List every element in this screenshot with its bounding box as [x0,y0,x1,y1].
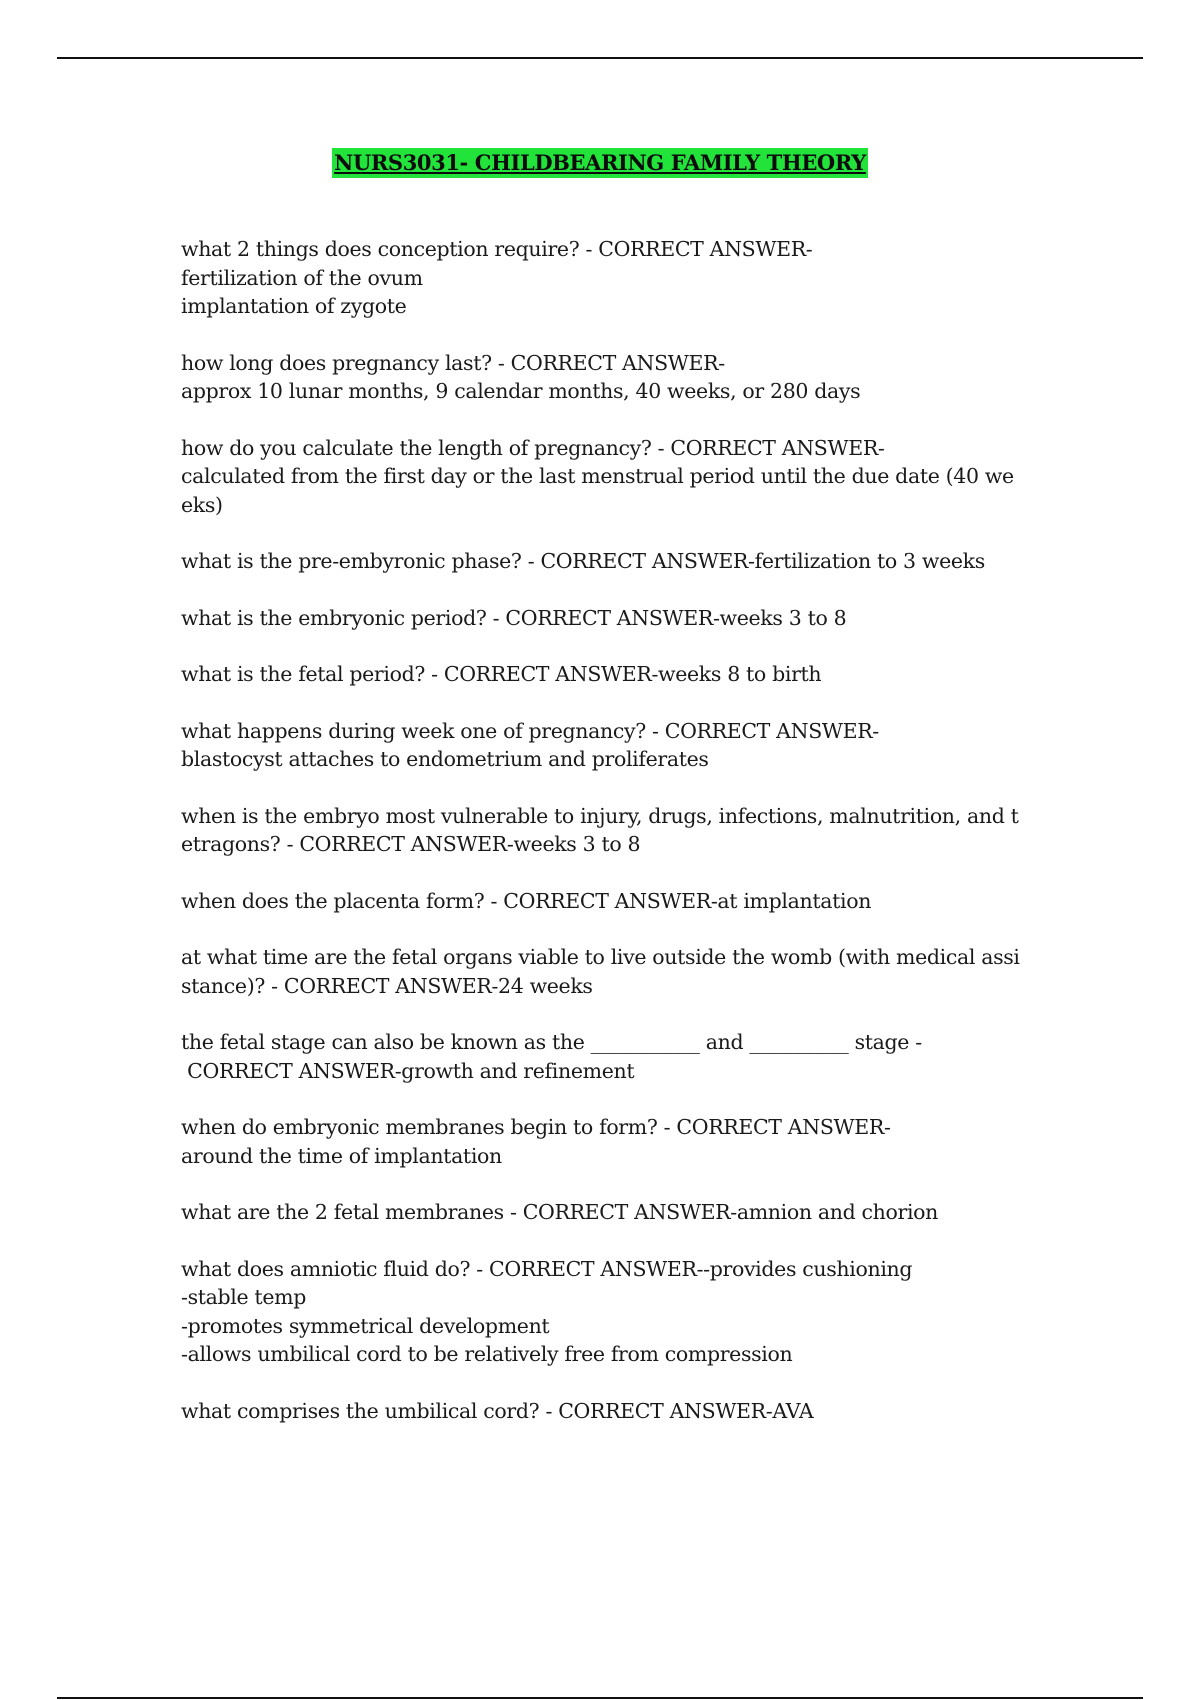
qa-line: implantation of zygote [181,294,407,318]
qa-line: what comprises the umbilical cord? - CORRECT ANSWER-AVA [181,1398,814,1423]
qa-item [181,547,1061,576]
qa-line: the fetal stage can also be known as the ___________ and __________ stage - [181,1030,922,1054]
qa-item [181,887,1061,916]
qa-line: -stable temp [181,1285,306,1309]
qa-item [181,349,1061,406]
qa-line: eks) [181,492,223,517]
qa-line: what is the embryonic period? - CORRECT ANSWER-weeks 3 to 8 [181,605,847,630]
header-rule [57,57,1143,59]
footer-rule [57,1697,1143,1699]
qa-list [181,235,1061,1453]
qa-line: when does the placenta form? - CORRECT ANSWER-at implantation [181,888,872,913]
qa-item [181,1113,1061,1170]
qa-line: when is the embryo most vulnerable to injury, drugs, infections, malnutrition, and t [181,803,1019,828]
qa-line: -promotes symmetrical development [181,1313,550,1338]
qa-item [181,802,1061,859]
qa-line: approx 10 lunar months, 9 calendar months, 40 weeks, or 280 days [181,379,861,403]
qa-item [181,235,1061,321]
qa-line: what 2 things does conception require? - CORRECT ANSWER- [181,237,813,261]
qa-line: CORRECT ANSWER-growth and refinement [181,1058,635,1083]
document-title: NURS3031- CHILDBEARING FAMILY THEORY [332,148,868,178]
qa-line: at what time are the fetal organs viable to live outside the womb (with medical assi [181,945,1020,969]
qa-line: -allows umbilical cord to be relatively free from compression [181,1342,793,1366]
qa-line: when do embryonic membranes begin to form? - CORRECT ANSWER- [181,1115,891,1139]
qa-line: what is the pre-embyronic phase? - CORRECT ANSWER-fertilization to 3 weeks [181,549,985,573]
qa-line: how long does pregnancy last? - CORRECT ANSWER- [181,350,725,375]
qa-line: what does amniotic fluid do? - CORRECT ANSWER--provides cushioning [181,1256,913,1281]
qa-line: etragons? - CORRECT ANSWER-weeks 3 to 8 [181,832,641,856]
qa-item [181,1028,1061,1085]
qa-line: what are the 2 fetal membranes - CORRECT ANSWER-amnion and chorion [181,1200,939,1224]
qa-line: how do you calculate the length of pregnancy? - CORRECT ANSWER- [181,435,885,460]
title-container [0,148,1200,178]
qa-item [181,660,1061,689]
qa-item [181,717,1061,774]
qa-line: what happens during week one of pregnancy? - CORRECT ANSWER- [181,718,879,743]
qa-item [181,604,1061,633]
qa-item [181,943,1061,1000]
qa-line: calculated from the first day or the last menstrual period until the due date (40 we [181,464,1014,488]
qa-line: stance)? - CORRECT ANSWER-24 weeks [181,973,593,998]
qa-line: blastocyst attaches to endometrium and proliferates [181,747,709,771]
qa-item [181,1198,1061,1227]
qa-line: what is the fetal period? - CORRECT ANSWER-weeks 8 to birth [181,662,822,686]
qa-line: around the time of implantation [181,1143,502,1168]
qa-item [181,1255,1061,1369]
qa-item [181,434,1061,520]
qa-line: fertilization of the ovum [181,265,423,290]
qa-item [181,1397,1061,1426]
